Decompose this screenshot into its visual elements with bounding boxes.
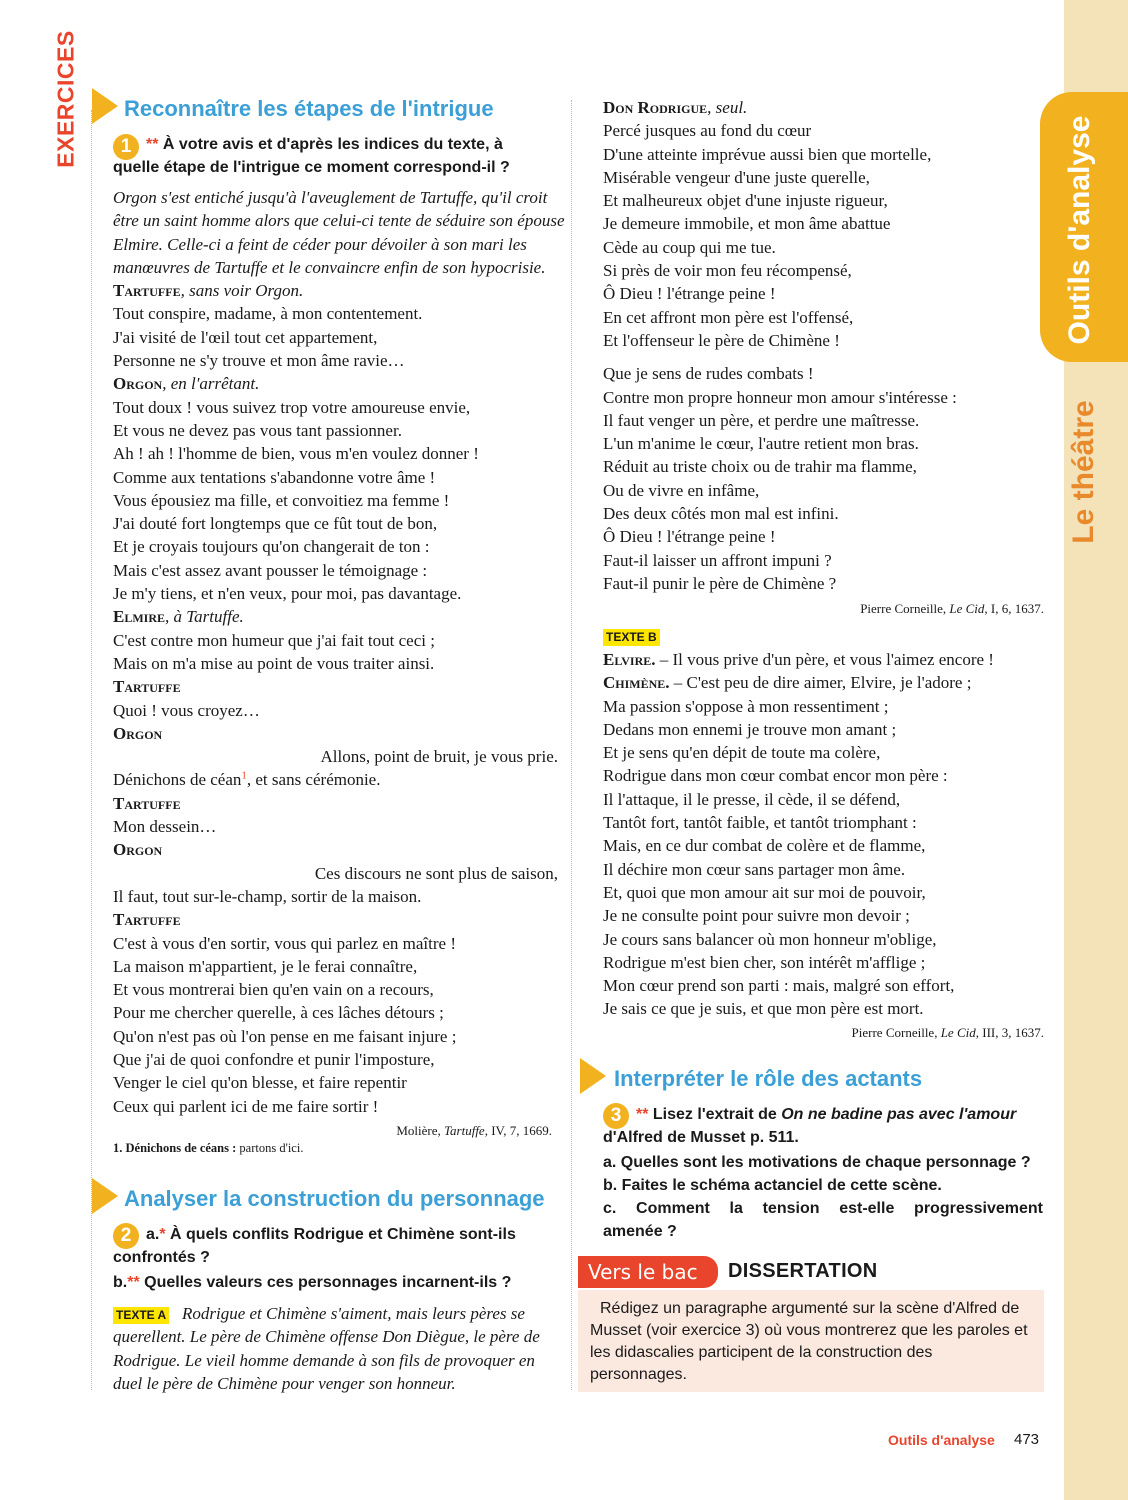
speaker-line: Tartuffe [113,677,181,697]
verse-line: Venger le ciel qu'on blesse, et faire repentir [113,1073,407,1093]
verse-line: Misérable vengeur d'une juste querelle, [603,167,870,187]
exercise-2-question-b: b.** Quelles valeurs ces personnages incarnent-ils ? [113,1274,512,1291]
verse-line: Ces discours ne sont plus de saison, [314,863,558,883]
speaker-line: Tartuffe [113,910,181,930]
verse-line: Tout doux ! vous suivez trop votre amoureuse envie, [113,397,471,417]
difficulty-stars: * [159,1226,166,1243]
speaker-line: Elmire, à Tartuffe. [113,607,244,627]
verse-line: Dedans mon ennemi je trouve mon amant ; [603,719,897,739]
exercise-3-item-c-line2: amenée ? [603,1223,677,1240]
speaker-line: Tartuffe, sans voir Orgon. [113,281,304,301]
verse-line: Il faut venger un père, et perdre une maîtresse. [603,410,920,430]
section-arrow-icon [92,1178,118,1214]
intro-line: duel le père de Chimène pour venger son honneur. [113,1373,456,1393]
column-divider [571,100,572,1390]
vers-le-bac-badge: Vers le bac [578,1256,718,1288]
speaker-line: Elvire. – Il vous prive d'un père, et vous l'aimez encore ! [603,650,994,669]
verse-line: Dénichons de céan$^1$, et sans cérémonie. [113,769,381,790]
verse-line: D'une atteinte imprévue aussi bien que mortelle, [603,144,932,164]
exercise-3-item-a: a. Quelles sont les motivations de chaque personnage ? [603,1154,1031,1171]
verse-line: Si près de voir mon feu récompensé, [603,261,852,281]
verse-line: Je sais ce que je suis, et que mon père est mort. [603,999,924,1019]
speaker-line: Orgon [113,840,163,860]
verse-line: Que je sens de rudes combats ! [603,364,814,384]
verse-line: Il l'attaque, il le presse, il cède, il se défend, [603,789,901,809]
verse-line: Et je croyais toujours qu'on changerait de ton : [113,537,430,557]
verse-line: Faut-il punir le père de Chimène ? [603,573,837,593]
tab-le-theatre-label[interactable]: Le théâtre [1067,400,1100,544]
exercise-number-badge: 2 [113,1223,139,1249]
verse-line: Ou de vivre en infâme, [603,480,760,500]
verse-line: Mon cœur prend son parti : mais, malgré son effort, [603,976,955,996]
intro-line: Elmire. Celle-ci a feint de céder pour dévoiler à son mari les [113,234,527,254]
page-number: 473 [1014,1431,1040,1448]
verse-line: Mais, en ce dur combat de colère et de flamme, [603,836,926,856]
texte-a-intro: TEXTE A Rodrigue et Chimène s'aiment, mais leurs pères se querellent. Le père de Chimène offense Don Diègue, le père de Rodrigue. Le vieil homme demande à son fils de provoquer en duel le père de Chimène pour venger son honneur. [113,1302,558,1395]
intro-line: Rodrigue. Le vieil homme demande à son fils de provoquer en [113,1350,535,1370]
verse-line: Pour me chercher querelle, à ces lâches détours ; [113,1003,444,1023]
exercise-3-question-line2: d'Alfred de Musset p. 511. [603,1129,799,1146]
exercise-3-question: ** Lisez l'extrait de On ne badine pas avec l'amour [636,1106,1017,1123]
intro-line: manœuvres de Tartuffe et le convaincre enfin de son hypocrisie. [113,257,546,277]
speaker-line: Don Rodrigue, seul. [603,98,748,117]
difficulty-stars: ** [636,1106,649,1123]
verse-line: J'ai douté fort longtemps que ce fût tout de bon, [113,514,438,534]
exercise-3-item-c: c. Comment la tension est-elle progressivement [603,1200,1043,1217]
verse-line: Que j'ai de quoi confondre et punir l'imposture, [113,1049,435,1069]
texte-a-extract [603,96,1043,595]
verse-line: Il faut, tout sur-le-champ, sortir de la maison. [113,886,422,906]
verse-line: L'un m'anime le cœur, l'autre retient mon bras. [603,434,919,454]
verse-line: Je m'y tiens, et n'en veux, pour moi, pas davantage. [113,584,462,604]
tab-outils-analyse-label: Outils d'analyse [1063,115,1096,345]
verse-line: Et l'offenseur le père de Chimène ! [603,330,840,350]
verse-line: Je ne consulte point pour suivre mon devoir ; [603,906,910,926]
verse-line: Et, quoi que mon amour ait sur moi de pouvoir, [603,882,926,902]
footer-section-label: Outils d'analyse [888,1432,995,1448]
verse-line: Mais on m'a mise au point de vous traiter ainsi. [113,653,435,673]
verse-line: Réduit au triste choix ou de trahir ma flamme, [603,457,917,477]
citation-le-cid-2: Pierre Corneille, Le Cid, III, 3, 1637. [851,1025,1044,1040]
verse-line: Ô Dieu ! l'étrange peine ! [603,527,776,547]
dissertation-text: Rédigez un paragraphe argumenté sur la scène d'Alfred de Musset (voir exercice 3) où vous montrerez que les paroles et les didascalies participent de la construction des personnages. [590,1300,1028,1383]
verse-line: Quoi ! vous croyez… [113,700,260,720]
dissertation-label: DISSERTATION [728,1260,878,1282]
verse-line: Et vous ne devez pas vous tant passionner. [113,420,402,440]
exercise-2-question-a-line2: confrontés ? [113,1249,210,1266]
exercise-number-badge: 1 [113,134,139,160]
verse-line: Je cours sans balancer où mon honneur m'oblige, [603,929,937,949]
verse-line: Ceux qui parlent ici de me faire sortir ! [113,1096,379,1116]
verse-line: Ma passion s'oppose à mon ressentiment ; [603,696,889,716]
verse-line: La maison m'appartient, je le ferai connaître, [113,956,418,976]
verse-line: Et malheureux objet d'une injuste rigueur, [603,191,888,211]
verse-line: Et je sens qu'en dépit de toute ma colère, [603,743,881,763]
intro-line: être un saint homme alors que celui-ci tente de séduire son épouse [113,211,565,231]
citation-le-cid-1: Pierre Corneille, Le Cid, I, 6, 1637. [860,601,1044,616]
verse-line: Des deux côtés mon mal est infini. [603,504,839,524]
verse-line: Et vous montrerai bien qu'en vain on a recours, [113,980,434,1000]
verse-line: Je demeure immobile, et mon âme abattue [603,214,891,234]
verse-line: Allons, point de bruit, je vous prie. [320,747,558,767]
verse-line: Tout conspire, madame, à mon contentement. [113,304,423,324]
verse-line: Percé jusques au fond du cœur [603,121,812,141]
verse-line: Qu'on n'est pas où l'on pense en me faisant injure ; [113,1026,457,1046]
section-title-personnage: Analyser la construction du personnage [124,1186,545,1211]
citation-tartuffe: Molière, Tartuffe, IV, 7, 1669. [396,1123,552,1138]
section-arrow-icon [92,88,118,124]
verse-line: Tantôt fort, tantôt faible, et tantôt triomphant : [603,813,917,833]
verse-line: Personne ne s'y trouve et mon âme ravie… [113,351,405,371]
verse-line: Il déchire mon cœur sans partager mon âme. [603,859,906,879]
verse-line: Vous épousiez ma fille, et convoitiez ma femme ! [113,490,450,510]
verse-line: Mais c'est assez avant pousser le témoignage : [113,560,428,580]
speaker-line: Chimène. – C'est peu de dire aimer, Elvire, je l'adore ; [603,673,972,693]
verse-line: Ô Dieu ! l'étrange peine ! [603,284,776,304]
verse-line: C'est contre mon humeur que j'ai fait tout ceci ; [113,630,435,650]
intro-line: querellent. Le père de Chimène offense Don Diègue, le père de [113,1327,540,1347]
verse-line: Mon dessein… [113,817,217,837]
verse-line: C'est à vous d'en sortir, vous qui parlez en maître ! [113,933,456,953]
verse-line: Ah ! ah ! l'homme de bien, vous m'en voulez donner ! [113,444,479,464]
speaker-line: Orgon [113,723,163,743]
exercise-3-item-b: b. Faites le schéma actanciel de cette scène. [603,1177,942,1194]
difficulty-stars: ** [127,1274,140,1291]
speaker-line: Orgon, en l'arrêtant. [113,374,260,394]
texte-b-badge: TEXTE B [603,629,660,646]
intro-line: Orgon s'est entiché jusqu'à l'aveuglement de Tartuffe, qu'il croit [113,188,548,207]
dissertation-box [578,1290,1044,1392]
verse-line: J'ai visité de l'œil tout cet appartement, [113,327,378,347]
difficulty-stars: ** [146,136,159,153]
speaker-line: Tartuffe [113,793,181,813]
verse-line: Rodrigue dans mon cœur combat encor mon père : [603,766,948,786]
texte-a-badge: TEXTE A [113,1307,169,1324]
verse-line: En cet affront mon père est l'offensé, [603,307,854,327]
tartuffe-extract [113,186,565,1118]
verse-line: Faut-il laisser un affront impuni ? [603,550,832,570]
verse-line: Cède au coup qui me tue. [603,237,776,257]
verse-line: Contre mon propre honneur mon amour s'intéresse : [603,387,957,407]
section-title-actants: Interpréter le rôle des actants [614,1066,923,1091]
footnote-marker: 1 [241,769,247,782]
section-title-intrigue: Reconnaître les étapes de l'intrigue [124,96,494,121]
footnote: 1. Dénichons de céans : partons d'ici. [113,1141,304,1155]
texte-b-extract [603,648,1048,1021]
exercise-2-question-a: a.* À quels conflits Rodrigue et Chimène sont-ils [146,1226,516,1243]
exercise-number-badge: 3 [603,1103,629,1129]
verse-line: Comme aux tentations s'abandonne votre âme ! [113,467,436,487]
section-arrow-icon [580,1058,606,1094]
exercise-1-question-line2: quelle étape de l'intrigue ce moment correspond-il ? [113,159,510,176]
verse-line: Rodrigue m'est bien cher, son intérêt m'afflige ; [603,952,926,972]
exercise-1-question: ** À votre avis et d'après les indices du texte, à [146,136,503,153]
exercices-margin-label: EXERCICES [52,30,79,168]
